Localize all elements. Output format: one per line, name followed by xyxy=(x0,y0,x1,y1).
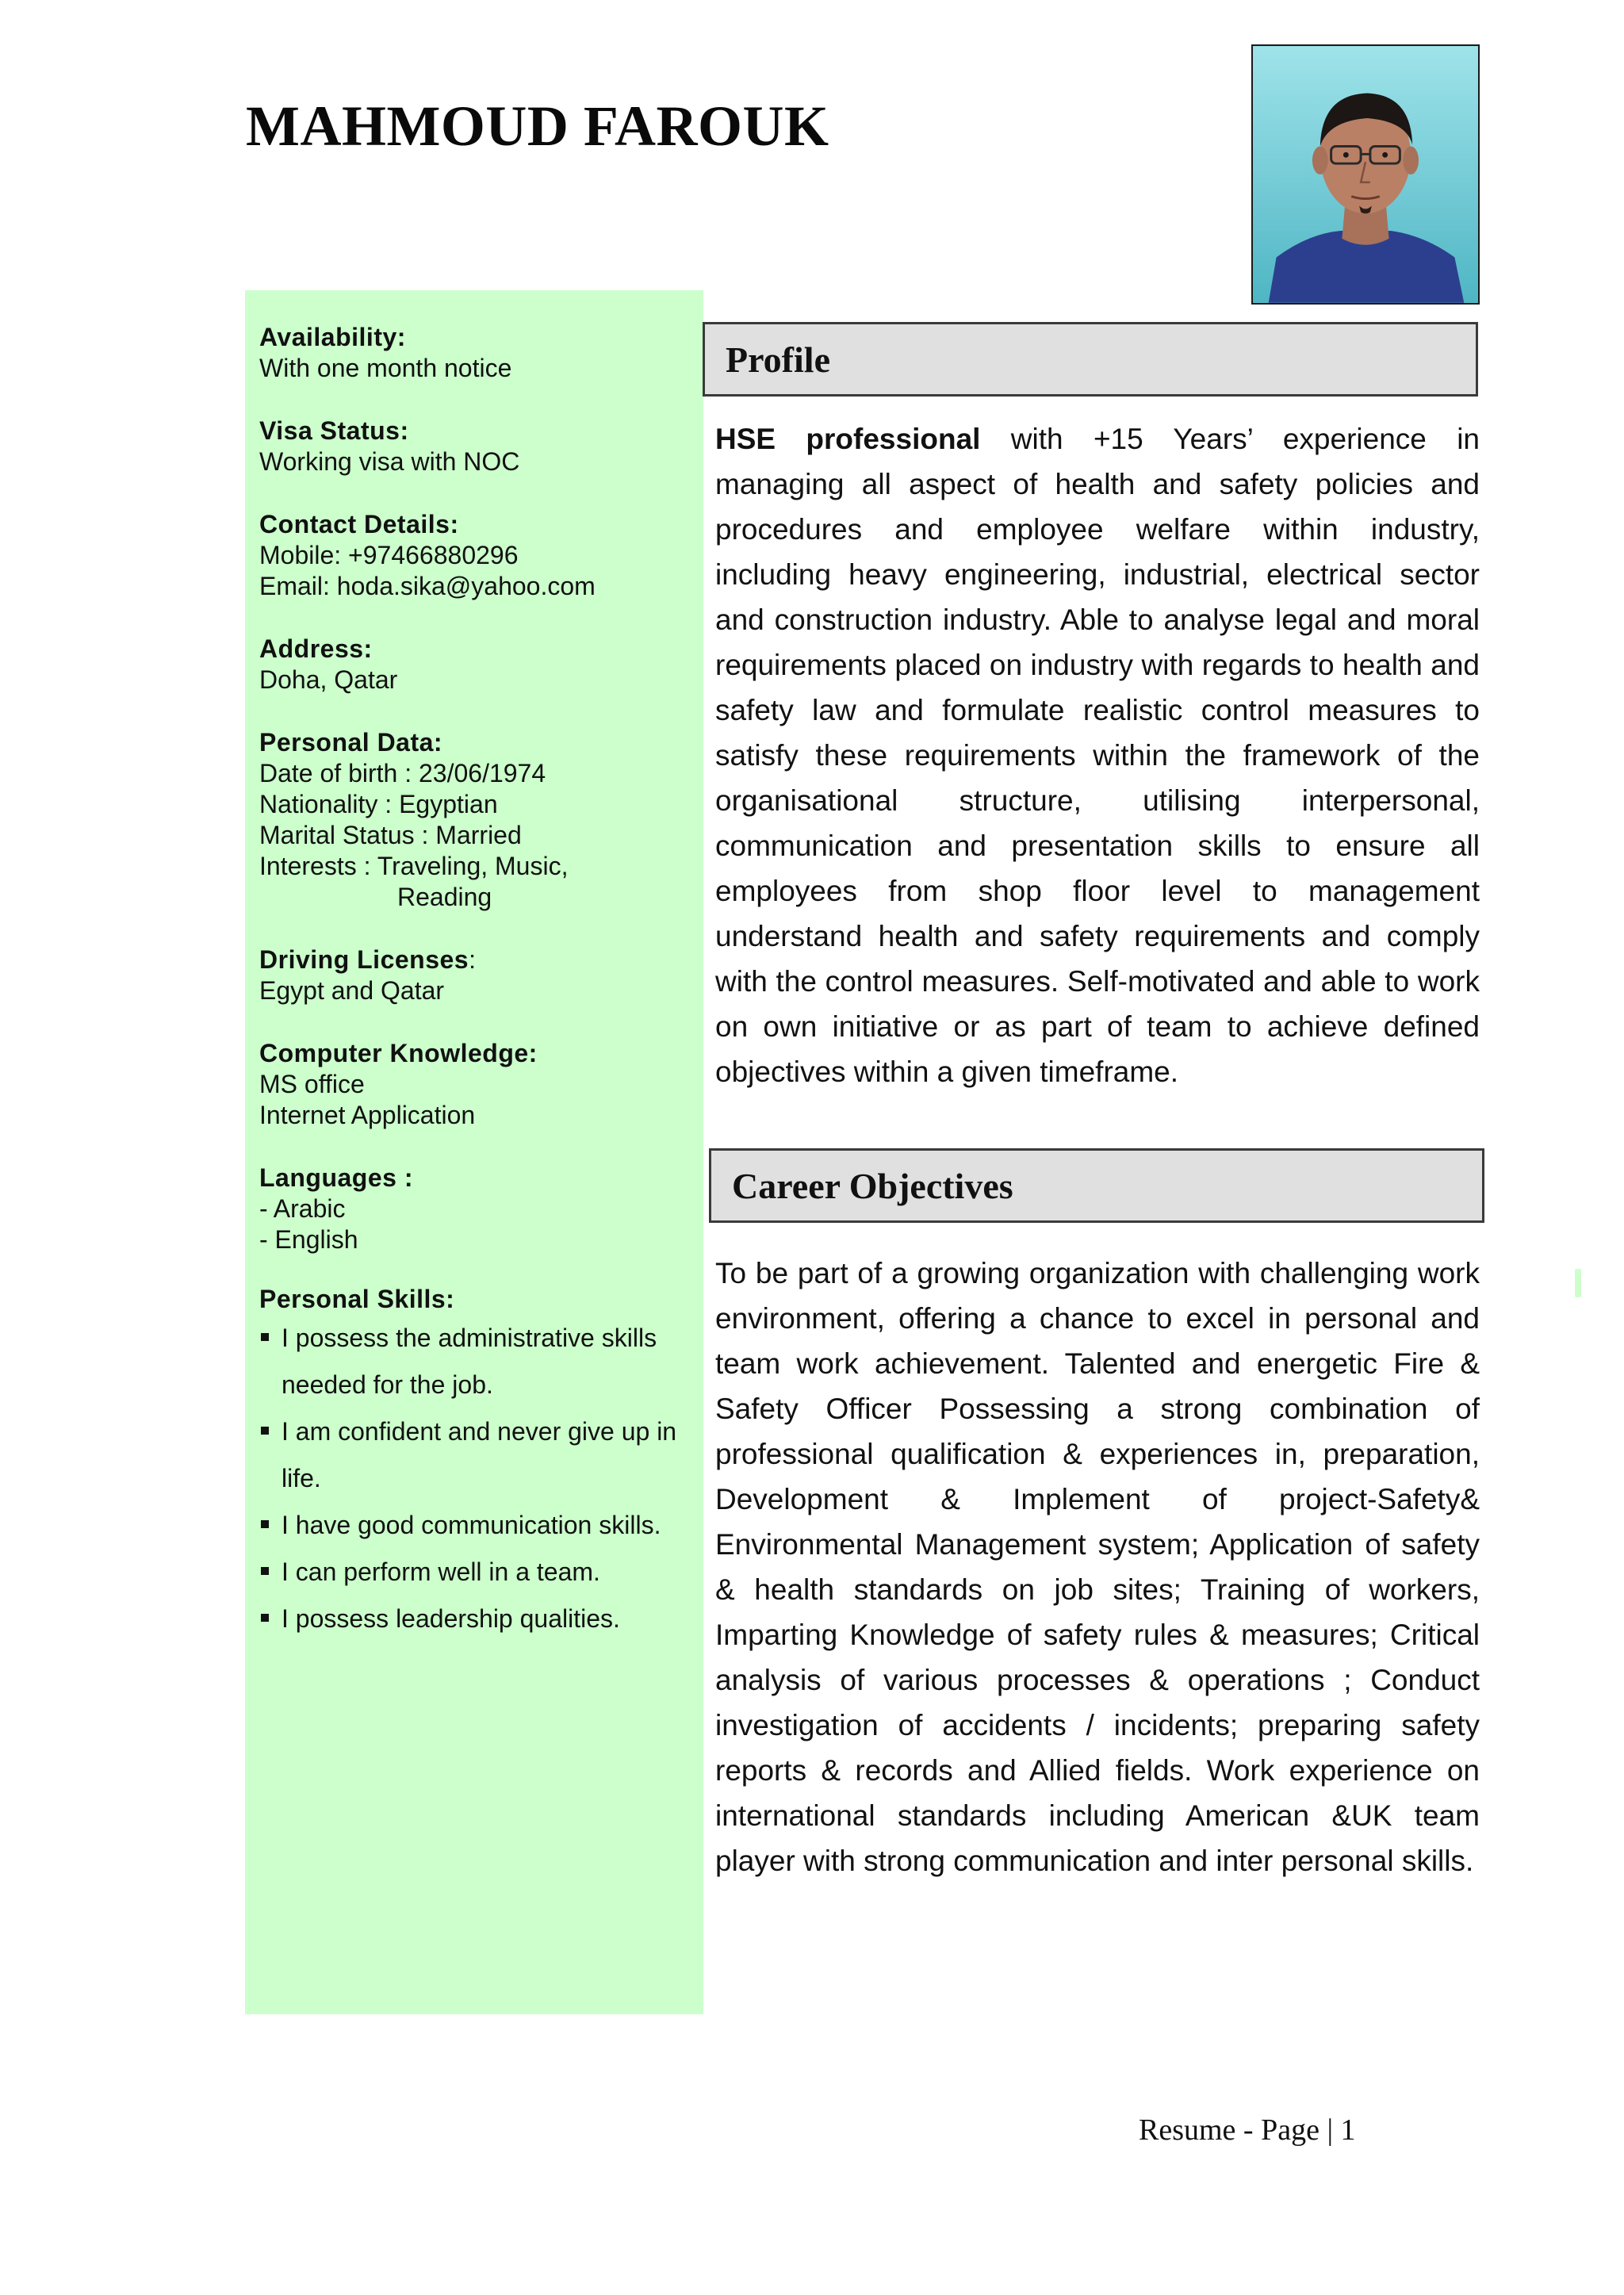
skills-section xyxy=(259,1284,689,1642)
skills-heading: Personal Skills: xyxy=(259,1285,455,1313)
profile-lead: HSE professional xyxy=(715,423,981,455)
contact-mobile: Mobile: +97466880296 xyxy=(259,541,519,569)
computer-section xyxy=(259,1038,689,1131)
contact-heading: Contact Details: xyxy=(259,510,459,538)
marital-status: Marital Status : Married xyxy=(259,821,522,849)
personal-data-heading: Personal Data: xyxy=(259,728,443,757)
career-objectives-paragraph: To be part of a growing organization with challenging work environment, offering a chance to excel in personal and team work achievement. Talented and energetic Fire & Safety Officer Possessing a strong combination of professional qualification & experiences in, preparation, Development & Implement of project-Safety& Environmental Management system; Application of safety & health standards on job sites; Training of workers, Imparting Knowledge of safety rules & measures; Critical analysis of various processes & operations ; Conduct investigation of accidents / incidents; preparing safety reports & records and Allied fields. Work experience on international standards including American &UK team player with strong communication and inter personal skills. xyxy=(715,1257,1480,1877)
languages-heading: Languages : xyxy=(259,1163,413,1192)
languages-section xyxy=(259,1163,689,1255)
visa-heading: Visa Status: xyxy=(259,416,409,445)
availability-value: With one month notice xyxy=(259,354,512,382)
nationality: Nationality : Egyptian xyxy=(259,790,498,818)
address-value: Doha, Qatar xyxy=(259,665,398,694)
skill-item: I have good communication skills. xyxy=(259,1502,689,1549)
address-section xyxy=(259,634,689,695)
margin-mark xyxy=(1575,1269,1581,1297)
language-item: - Arabic xyxy=(259,1194,346,1223)
interests-continued: Reading xyxy=(397,883,492,911)
date-of-birth: Date of birth : 23/06/1974 xyxy=(259,759,546,787)
visa-section xyxy=(259,416,689,477)
driving-section xyxy=(259,944,689,1006)
profile-paragraph xyxy=(715,416,1480,1094)
contact-email: Email: hoda.sika@yahoo.com xyxy=(259,572,596,600)
portrait-photo-icon xyxy=(1251,44,1480,305)
skill-item: I possess leadership qualities. xyxy=(259,1596,689,1642)
skill-item: I possess the administrative skills needed for the job. xyxy=(259,1315,689,1408)
availability-heading: Availability: xyxy=(259,323,406,351)
page-footer: Resume - Page | 1 xyxy=(1139,2113,1356,2147)
skill-item: I can perform well in a team. xyxy=(259,1549,689,1596)
computer-item: Internet Application xyxy=(259,1101,476,1129)
driving-colon: : xyxy=(469,945,476,974)
personal-data-section xyxy=(259,727,689,913)
availability-section xyxy=(259,322,689,384)
contact-section xyxy=(259,509,689,602)
visa-value: Working visa with NOC xyxy=(259,447,520,476)
driving-value: Egypt and Qatar xyxy=(259,976,445,1005)
skill-item: I am confident and never give up in life. xyxy=(259,1408,689,1502)
language-item: - English xyxy=(259,1225,358,1254)
computer-item: MS office xyxy=(259,1070,365,1098)
candidate-name: MAHMOUD FAROUK xyxy=(246,94,829,158)
address-heading: Address: xyxy=(259,634,373,663)
computer-heading: Computer Knowledge: xyxy=(259,1039,538,1067)
profile-section-heading: Profile xyxy=(703,322,1478,397)
skills-list xyxy=(259,1315,689,1642)
profile-text: with +15 Years’ experience in managing all aspect of health and safety policies and procedures and employee welfare within industry, including heavy engineering, industrial, electrical sector and construction industry. Able to analyse legal and moral requirements placed on industry with regards to health and safety law and formulate realistic control measures to satisfy these requirements within the framework of the organisational structure, utilising interpersonal, communication and presentation skills to ensure all employees from shop floor level to management understand health and safety requirements and comply with the control measures. Self-motivated and able to work on own initiative or as part of team to achieve defined objectives within a given timeframe. xyxy=(715,423,1480,1088)
driving-heading: Driving Licenses xyxy=(259,945,469,974)
interests: Interests : Traveling, Music, xyxy=(259,852,569,880)
career-objectives-heading: Career Objectives xyxy=(709,1148,1484,1223)
sidebar xyxy=(245,290,703,2014)
